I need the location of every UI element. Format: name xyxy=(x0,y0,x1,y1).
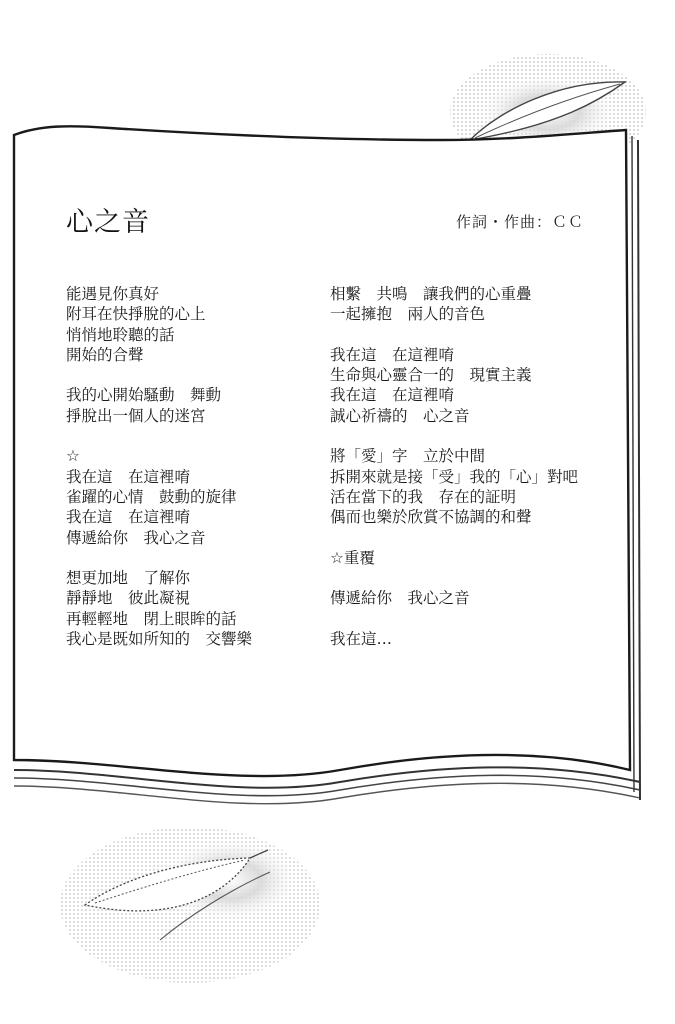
lyric-line: 活在當下的我 存在的証明 xyxy=(330,487,517,506)
lyrics-stanza xyxy=(330,446,620,527)
lyric-line: 生命與心靈合一的 現實主義 xyxy=(330,366,532,385)
lyrics-right-column xyxy=(330,284,620,670)
lyric-line: 相繫 共鳴 讓我們的心重疊 xyxy=(330,285,532,303)
lyrics-stanza xyxy=(330,548,620,568)
lyrics-stanza xyxy=(330,588,620,608)
lyric-line: 我心是既如所知的 交響樂 xyxy=(66,630,253,649)
lyric-line: 我在這 在這裡唷 xyxy=(66,508,191,527)
lyrics-stanza xyxy=(330,629,620,649)
lyric-line: 傳遞給你 我心之音 xyxy=(330,589,470,608)
lyrics-stanza xyxy=(66,446,316,547)
bottom-feather-icon xyxy=(60,827,320,983)
lyric-line: 掙脫出一個人的迷宮 xyxy=(66,406,206,425)
lyric-line: 附耳在快掙脫的心上 xyxy=(66,305,206,324)
lyrics-stanza xyxy=(66,568,316,649)
lyric-line: 我在這 在這裡唷 xyxy=(66,467,191,486)
lyric-line: 我在這… xyxy=(330,630,393,649)
credit-line: 作詞・作曲：ＣＣ xyxy=(456,213,585,231)
lyric-line: 我的心開始騷動 舞動 xyxy=(66,386,222,405)
lyric-line: 傳遞給你 我心之音 xyxy=(66,528,206,547)
lyric-line: 誠心祈禱的 心之音 xyxy=(330,406,470,425)
lyric-line: 想更加地 了解你 xyxy=(66,569,191,588)
lyric-line: 雀躍的心情 鼓動的旋律 xyxy=(66,487,237,506)
lyrics-stanza xyxy=(330,345,620,426)
lyric-line: 我在這 在這裡唷 xyxy=(330,386,455,405)
page-title: 心之音 xyxy=(66,207,150,238)
lyric-line: 偶而也樂於欣賞不協調的和聲 xyxy=(330,508,532,527)
lyric-line: ☆ xyxy=(66,447,80,466)
lyric-line: 拆開來就是接「受」我的「心」對吧 xyxy=(330,467,579,486)
lyric-line: 再輕輕地 閉上眼眸的話 xyxy=(66,609,237,628)
lyrics-left-column xyxy=(66,284,316,670)
lyric-line: 靜靜地 彼此凝視 xyxy=(66,589,191,608)
lyrics-stanza xyxy=(66,385,316,426)
lyric-line: 悄悄地聆聽的話 xyxy=(66,325,175,344)
lyric-line: ☆重覆 xyxy=(330,548,375,567)
lyric-line: 能遇見你真好 xyxy=(66,285,160,303)
lyric-line: 將「愛」字 立於中間 xyxy=(330,447,486,466)
lyric-line: 開始的合聲 xyxy=(66,345,144,364)
lyrics-stanza xyxy=(66,284,316,365)
lyric-line: 我在這 在這裡唷 xyxy=(330,345,455,364)
lyrics-stanza xyxy=(330,284,620,325)
lyric-line: 一起擁抱 兩人的音色 xyxy=(330,305,486,324)
